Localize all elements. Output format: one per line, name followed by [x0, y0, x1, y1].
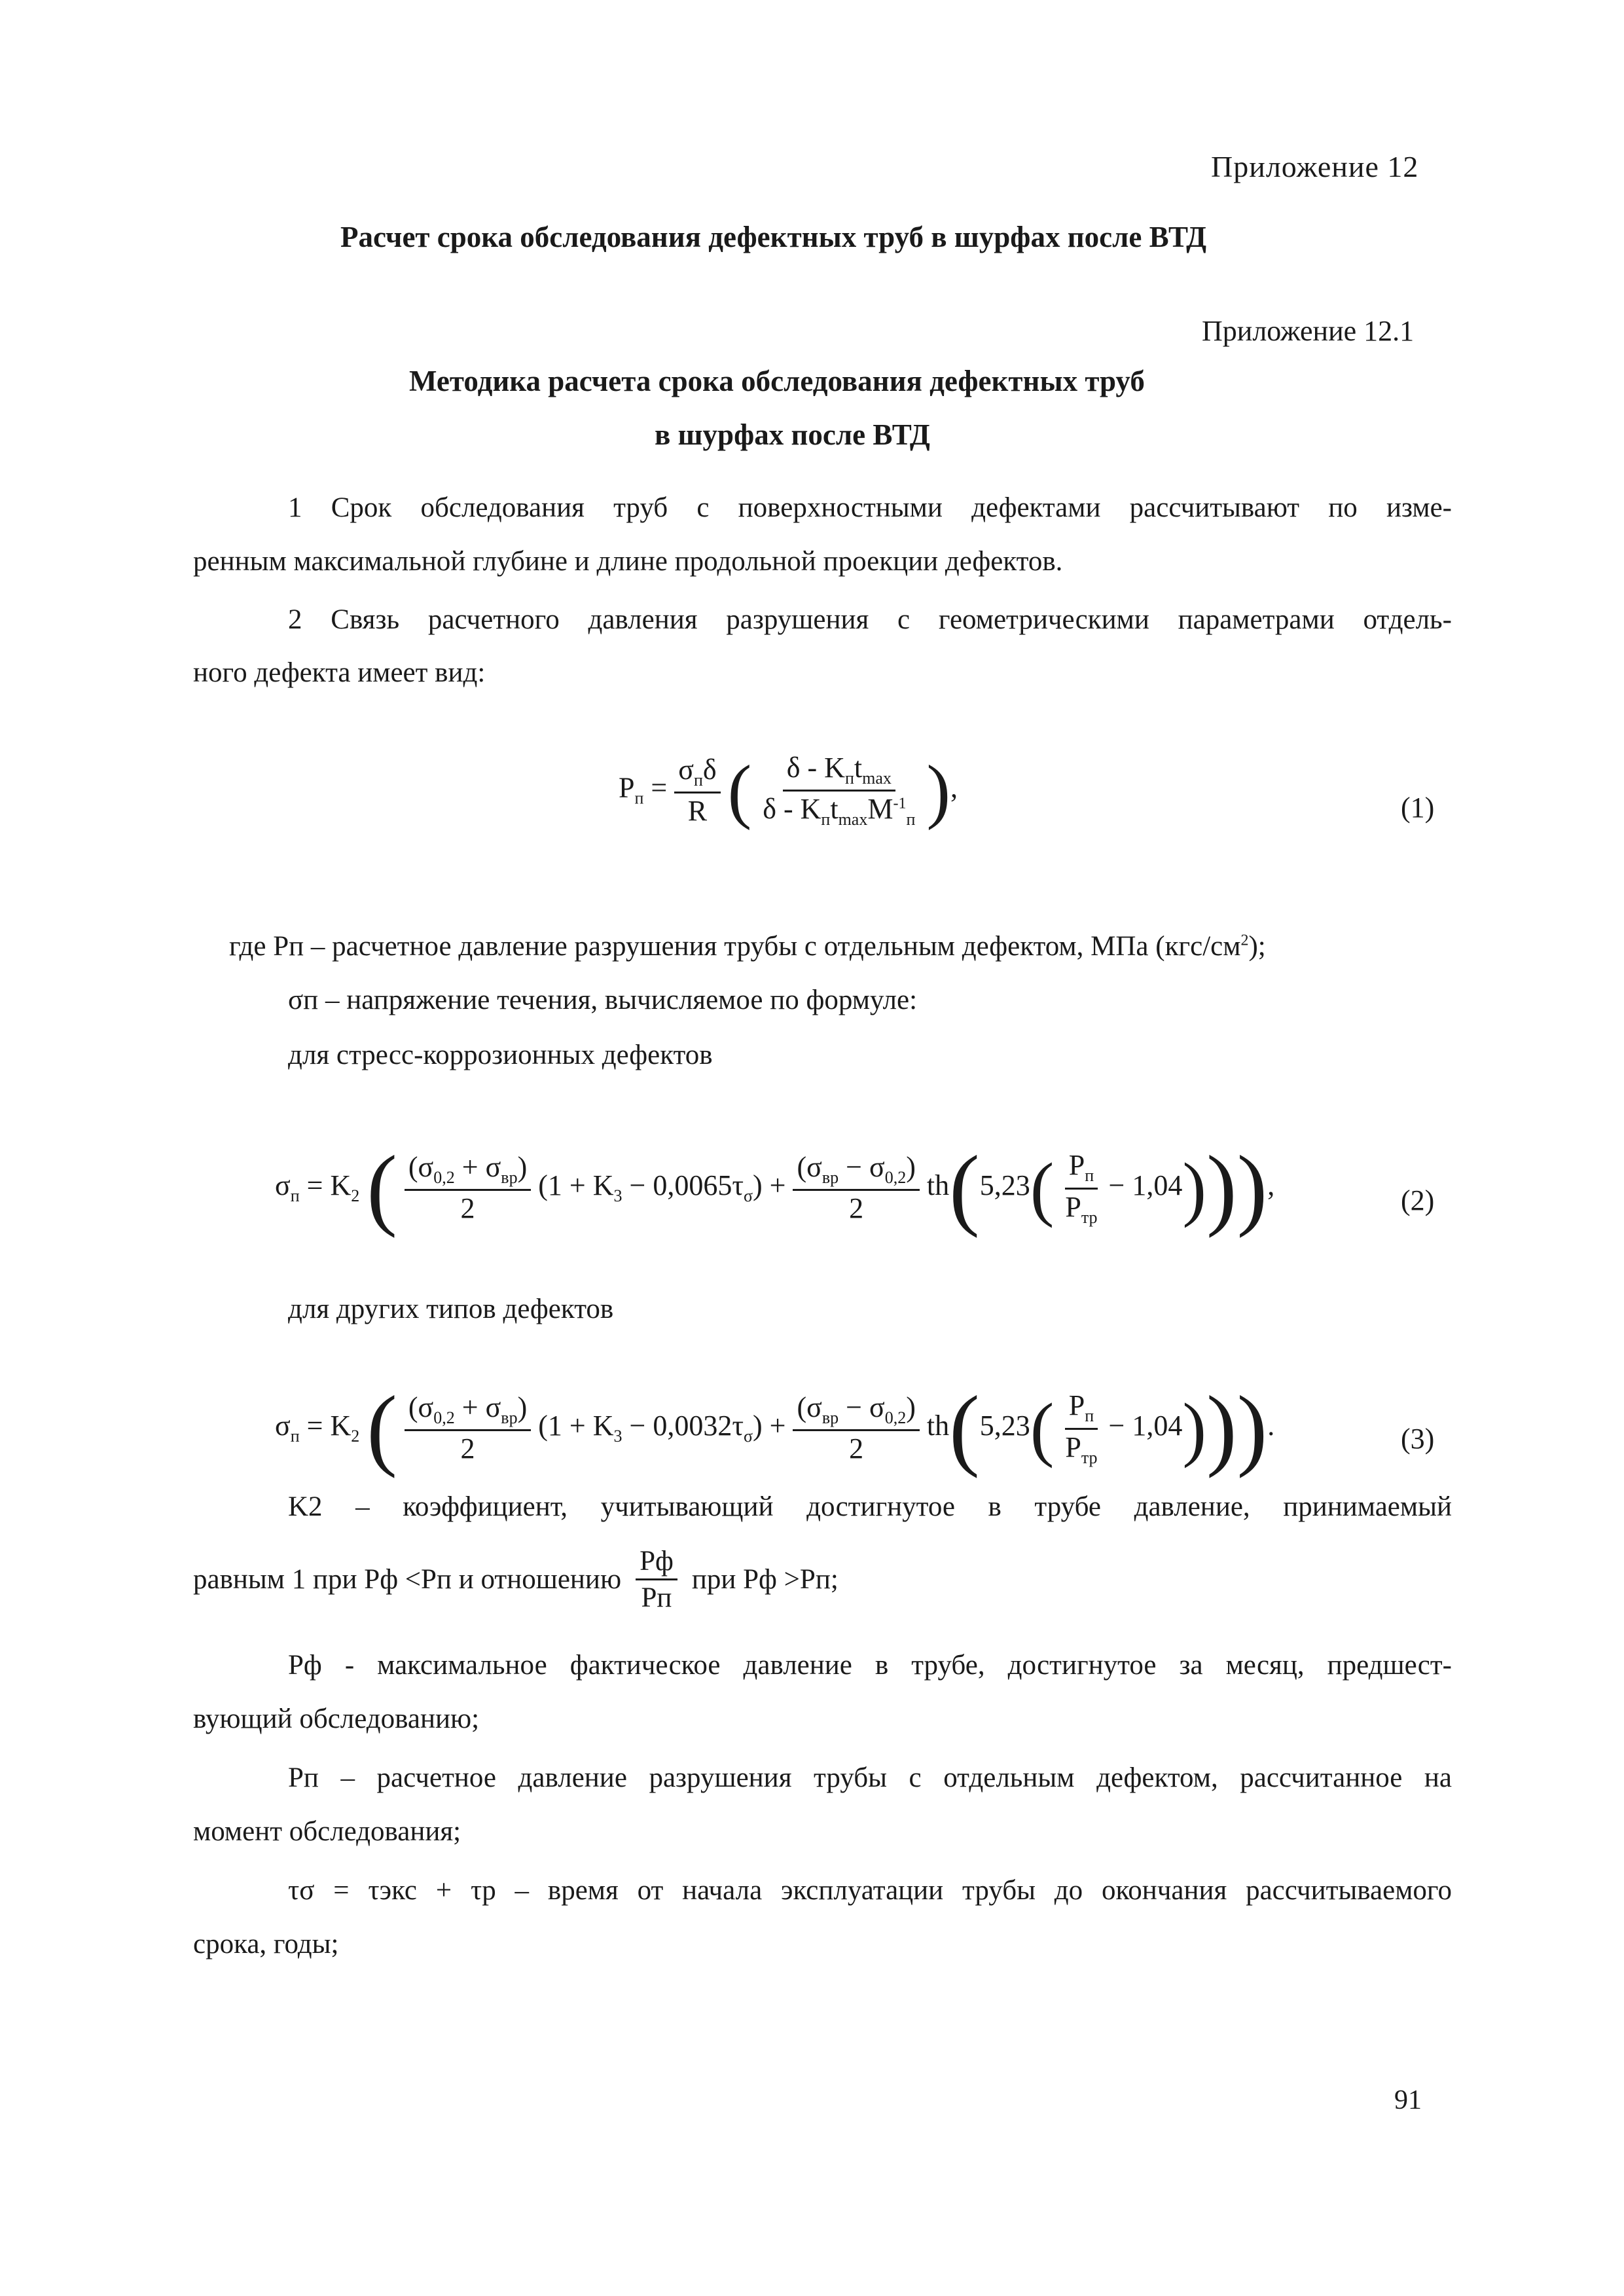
main-title: Расчет срока обследования дефектных труб в шурфах после ВТД [340, 221, 1207, 253]
stress-corrosion-label: для стресс-коррозионных дефектов [288, 1040, 713, 1070]
sub-appendix-label: Приложение 12.1 [1202, 315, 1415, 347]
pp-definition-line2: момент обследования; [193, 1816, 461, 1847]
paragraph-1-line1: 1 Срок обследования труб с поверхностными дефектами рассчитывают по изме- [288, 492, 1452, 523]
k2-ratio-fraction: $\frac{Pф}{Pп}$ [636, 1546, 677, 1613]
paragraph-2-line1: 2 Связь расчетного давления разрушения с геометрическими параметрами отдель- [288, 604, 1452, 635]
pp-definition-line1: Pп – расчетное давление разрушения трубы с отдельным дефектом, рассчитанное на [288, 1762, 1452, 1793]
k2-definition-line1: K2 – коэффициент, учитывающий достигнутое в трубе давление, принимаемый [288, 1491, 1452, 1522]
page-number: 91 [1394, 2085, 1422, 2115]
eq1-left-fraction: $\frac{\sigma_п\delta}{R}$ [674, 755, 720, 826]
sigma-definition: σп – напряжение течения, вычисляемое по формуле: [288, 985, 918, 1015]
paragraph-1-line2: ренным максимальной глубине и длине продольной проекции дефектов. [193, 546, 1063, 577]
pf-definition-line2: вующий обследованию; [193, 1704, 480, 1734]
equation-3-number: (3) [1401, 1423, 1435, 1455]
equation-3: $\sigma_п = K_2$ ( $\frac{(\sigma_{0,2} + \sigma_{вр})}{2}$ $(1 + K_3 - 0,0032\tau_\sigma)$ + $\frac{(\sigma_{вр} - \sigma_{0,2})}{2}$ th(5,23( $\frac{P_п}{P_{тр}}$ − 1,04))). [275, 1377, 1275, 1479]
tau-definition-line1: τσ = τэкс + τр – время от начала эксплуатации трубы до окончания рассчитываемого [288, 1875, 1452, 1906]
k2-definition-line2: равным 1 при Pф <Pп и отношению $\frac{Pф}{Pп}$ при Pф >Pп; [193, 1546, 839, 1614]
other-types-label: для других типов дефектов [288, 1294, 614, 1324]
paragraph-2-line2: ного дефекта имеет вид: [193, 657, 486, 688]
method-title-line1: Методика расчета срока обследования дефектных труб [409, 365, 1145, 397]
equation-1-number: (1) [1401, 792, 1435, 824]
equation-1: $P_п$ = $\frac{\sigma_п\delta}{R}$ ( $\frac{\delta - K_пt_{max}}{\delta - K_пt_{max}M^{-1}_п}$ ), [619, 750, 958, 831]
pf-definition-line1: Pф - максимальное фактическое давление в трубе, достигнутое за месяц, предшест- [288, 1650, 1452, 1681]
eq1-inner-fraction: $\frac{\delta - K_пt_{max}}{\delta - K_пt_{max}M^{-1}_п}$ [763, 752, 916, 829]
appendix-label: Приложение 12 [1211, 150, 1419, 183]
equation-2-number: (2) [1401, 1184, 1435, 1216]
tau-definition-line2: срока, годы; [193, 1929, 339, 1959]
method-title-line2: в шурфах после ВТД [655, 418, 930, 451]
equation-2: $\sigma_п = K_2$ ( $\frac{(\sigma_{0,2} + \sigma_{вр})}{2}$ $(1 + K_3 - 0,0065\tau_\sigma)$ + $\frac{(\sigma_{вр} - \sigma_{0,2})}{2}$ th(5,23( $\frac{P_п}{P_{тр}}$ − 1,04))), [275, 1137, 1275, 1239]
where-line: где Pп – расчетное давление разрушения трубы с отдельным дефектом, МПа $(кгс/см^2)$; [229, 931, 1266, 962]
